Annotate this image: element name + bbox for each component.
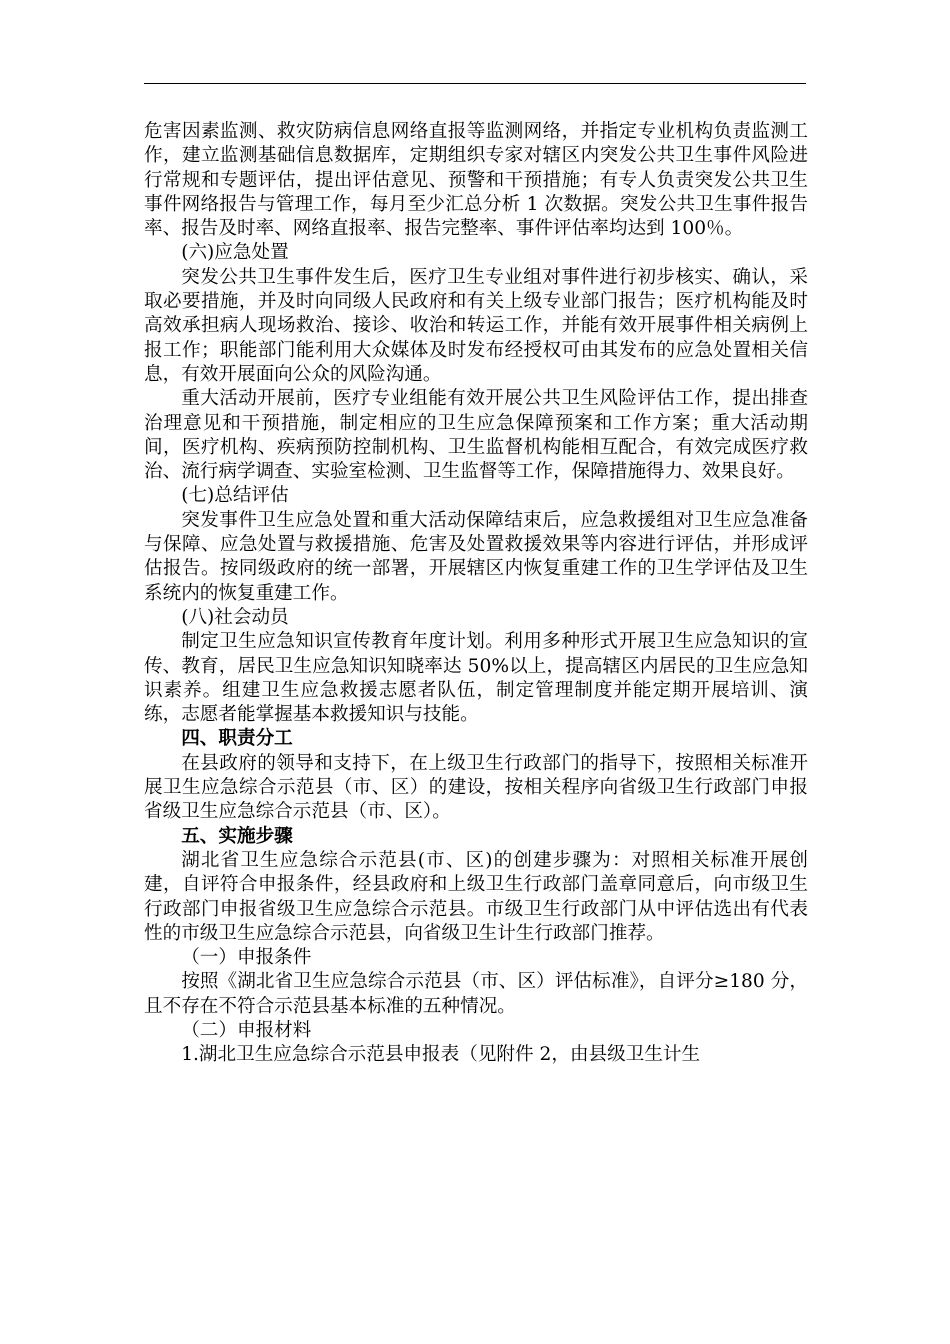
paragraph-application-materials: 1.湖北卫生应急综合示范县申报表（见附件 2，由县级卫生计生 bbox=[181, 1044, 701, 1066]
heading-application-conditions: （一）申报条件 bbox=[181, 947, 312, 969]
paragraph-major-events: 重大活动开展前，医疗专业组能有效开展公共卫生风险评估工作，提出排查治理意见和干预措施，制定相应的卫生应急保障预案和工作方案；重大活动期间，医疗机构、疾病预防控制机构、卫生监督机构能相互配合，有效完成医疗救治、流行病学调查、实验室检测、卫生监督等工作，保障措施得力、效果良好。 bbox=[144, 388, 808, 483]
heading-application-materials: （二）申报材料 bbox=[181, 1019, 312, 1041]
paragraph-implementation-steps: 湖北省卫生应急综合示范县(市、区)的创建步骤为：对照相关标准开展创建，自评符合申报条件，经县政府和上级卫生行政部门盖章同意后，向市级卫生行政部门申报省级卫生应急综合示范县。市级卫生行政部门从中评估选出有代表性的市级卫生应急综合示范县，向省级卫生计生行政部门推荐。 bbox=[144, 849, 808, 944]
heading-responsibilities: 四、职责分工 bbox=[181, 728, 293, 750]
paragraph-responsibilities: 在县政府的领导和支持下，在上级卫生行政部门的指导下，按照相关标准开展卫生应急综合示范县（市、区）的建设，按相关程序向省级卫生行政部门申报省级卫生应急综合示范县（市、区）。 bbox=[144, 752, 808, 823]
heading-emergency-response: (六)应急处置 bbox=[181, 242, 289, 264]
paragraph-emergency-response: 突发公共卫生事件发生后，医疗卫生专业组对事件进行初步核实、确认，采取必要措施，并及时向同级人民政府和有关上级专业部门报告；医疗机构能及时高效承担病人现场救治、接诊、收治和转运工作，并能有效开展事件相关病例上报工作；职能部门能利用大众媒体及时发布经授权可由其发布的应急处置相关信息，有效开展面向公众的风险沟通。 bbox=[144, 266, 808, 385]
paragraph-application-conditions: 按照《湖北省卫生应急综合示范县（市、区）评估标准》，自评分≥180 分，且不存在不符合示范县基本标准的五种情况。 bbox=[144, 971, 808, 1017]
heading-implementation-steps: 五、实施步骤 bbox=[181, 825, 293, 847]
paragraph-summary-evaluation: 突发事件卫生应急处置和重大活动保障结束后，应急救援组对卫生应急准备与保障、应急处置与救援措施、危害及处置救援效果等内容进行评估，并形成评估报告。按同级政府的统一部署，开展辖区内恢复重建工作的卫生学评估及卫生系统内的恢复重建工作。 bbox=[144, 509, 808, 604]
header-rule bbox=[144, 83, 806, 84]
document-body bbox=[144, 120, 808, 1068]
heading-social-mobilization: (八)社会动员 bbox=[181, 606, 289, 628]
heading-summary-evaluation: (七)总结评估 bbox=[181, 485, 289, 507]
paragraph-monitoring-network: 危害因素监测、救灾防病信息网络直报等监测网络，并指定专业机构负责监测工作，建立监测基础信息数据库，定期组织专家对辖区内突发公共卫生事件风险进行常规和专题评估，提出评估意见、预警和干预措施；有专人负责突发公共卫生事件网络报告与管理工作，每月至少汇总分析 1 次数据。突发公共卫生事件报告率、报告及时率、网络直报率、报告完整率、事件评估率均达到 100％。 bbox=[144, 121, 808, 240]
paragraph-social-mobilization: 制定卫生应急知识宣传教育年度计划。利用多种形式开展卫生应急知识的宣传、教育，居民卫生应急知识知晓率达 50%以上，提高辖区内居民的卫生应急知识素养。组建卫生应急救援志愿者队伍，制定管理制度并能定期开展培训、演练，志愿者能掌握基本救援知识与技能。 bbox=[144, 631, 808, 726]
